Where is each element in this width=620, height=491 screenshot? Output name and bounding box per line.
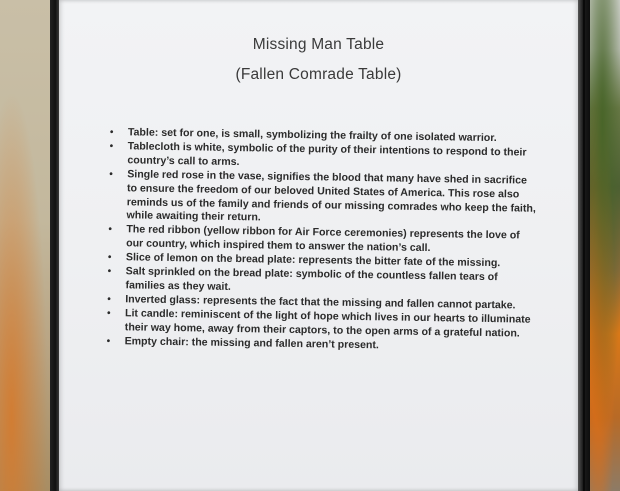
symbol-list	[105, 126, 538, 355]
bullet-icon: •	[106, 307, 111, 319]
sign-paper	[59, 0, 578, 491]
bullet-icon: •	[106, 335, 111, 347]
list-item-text: The red ribbon (yellow ribbon for Air Force ceremonies) represents the love of our country, which inspired them to answer the nation’s call.	[126, 223, 520, 255]
bullet-icon: •	[109, 168, 113, 180]
list-item-text: Lit candle: reminiscent of the light of hope which lives in our hearts to illuminate their way home, away from their captors, to the open arms of a grateful nation.	[124, 307, 531, 340]
bullet-icon: •	[107, 266, 112, 278]
list-item-rose	[106, 168, 537, 230]
sign-frame-left-edge	[50, 0, 59, 491]
list-item-text: Table: set for one, is small, symbolizing the frailty of one isolated warrior.	[127, 126, 497, 145]
sign-subtitle: (Fallen Comrade Table)	[235, 66, 402, 83]
list-item-text: Single red rose in the vase, signifies the blood that many have shed in sacrifice to ensure the freedom of our beloved United States of America. This rose also reminds us of the family and friends of our missing comrades who keep the faith, while awaiting their return.	[126, 168, 536, 224]
list-item-text: Empty chair: the missing and fallen aren’t present.	[124, 334, 380, 351]
bullet-icon: •	[107, 252, 112, 264]
list-item-text: Inverted glass: represents the fact that the missing and fallen cannot partake.	[125, 293, 516, 312]
bullet-icon: •	[109, 140, 114, 152]
sign-frame-right-edge	[578, 0, 590, 491]
bullet-icon: •	[107, 293, 111, 305]
list-item-text: Tablecloth is white, symbolic of the purity of their intentions to respond to their country’s call to arms.	[127, 140, 527, 168]
sign-title: Missing Man Table	[252, 36, 385, 53]
bullet-icon: •	[109, 127, 114, 139]
bullet-icon: •	[108, 224, 112, 236]
list-item-text: Salt sprinkled on the bread plate: symbolic of the countless fallen tears of families as they wait.	[125, 265, 498, 293]
list-item-text: Slice of lemon on the bread plate: represents the bitter fate of the missing.	[125, 251, 501, 270]
